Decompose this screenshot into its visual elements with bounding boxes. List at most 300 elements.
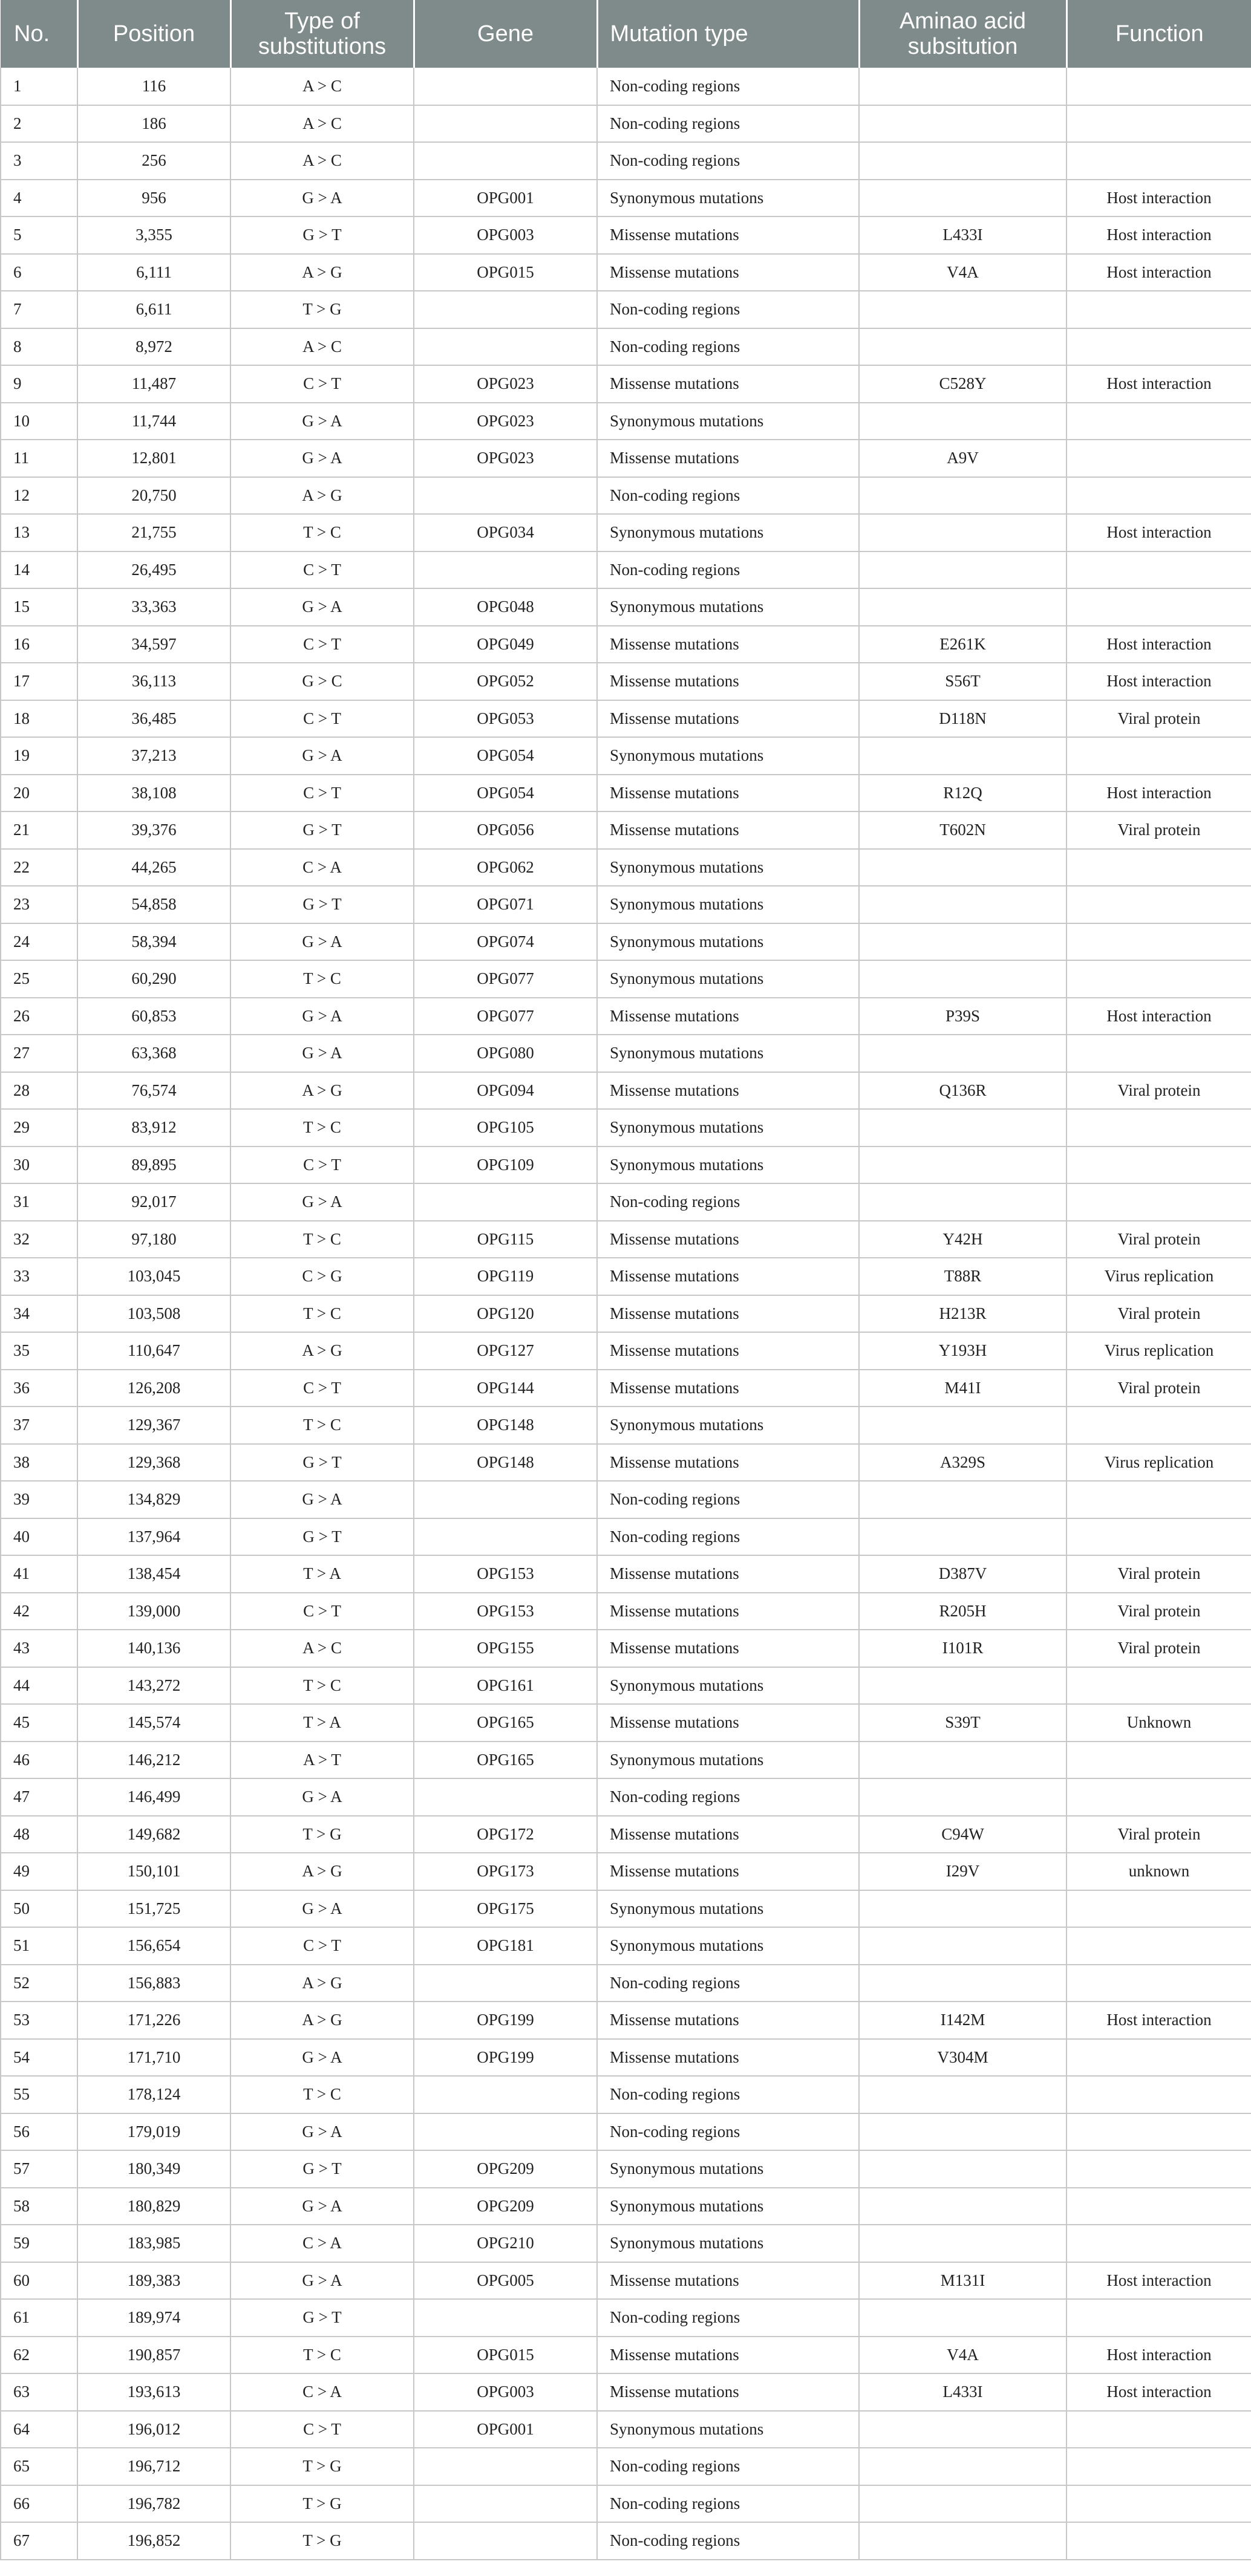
cell-gene	[414, 2485, 597, 2523]
table-row	[1, 1704, 1251, 1742]
cell-amino-acid-substitution: Q136R	[859, 1072, 1066, 1110]
cell-gene: OPG023	[414, 403, 597, 440]
cell-no: 42	[1, 1593, 77, 1630]
cell-amino-acid-substitution: Y42H	[859, 1221, 1066, 1258]
cell-mutation-type: Missense mutations	[597, 2039, 859, 2077]
cell-amino-acid-substitution: V4A	[859, 2337, 1066, 2374]
cell-function: Viral protein	[1066, 1593, 1251, 1630]
cell-position: 44,265	[77, 849, 230, 886]
cell-amino-acid-substitution	[859, 1742, 1066, 1779]
cell-amino-acid-substitution	[859, 403, 1066, 440]
cell-no: 28	[1, 1072, 77, 1110]
cell-no: 58	[1, 2188, 77, 2225]
cell-gene: OPG199	[414, 2039, 597, 2077]
cell-gene	[414, 291, 597, 328]
table-row	[1, 812, 1251, 849]
cell-mutation-type: Synonymous mutations	[597, 1667, 859, 1705]
cell-substitution-type: G > C	[230, 663, 414, 700]
cell-gene: OPG054	[414, 737, 597, 775]
cell-position: 26,495	[77, 551, 230, 589]
cell-position: 186	[77, 105, 230, 143]
cell-gene	[414, 2522, 597, 2560]
cell-amino-acid-substitution	[859, 2299, 1066, 2337]
cell-mutation-type: Non-coding regions	[597, 477, 859, 515]
cell-gene: OPG148	[414, 1407, 597, 1444]
cell-gene: OPG077	[414, 998, 597, 1035]
cell-amino-acid-substitution	[859, 588, 1066, 626]
cell-mutation-type: Synonymous mutations	[597, 1147, 859, 1184]
cell-amino-acid-substitution: A329S	[859, 1444, 1066, 1482]
cell-function: Viral protein	[1066, 1630, 1251, 1667]
cell-function: unknown	[1066, 1853, 1251, 1890]
cell-no: 67	[1, 2522, 77, 2560]
cell-substitution-type: C > T	[230, 551, 414, 589]
cell-amino-acid-substitution: D387V	[859, 1555, 1066, 1593]
cell-function: Host interaction	[1066, 2002, 1251, 2039]
cell-substitution-type: A > C	[230, 1630, 414, 1667]
cell-mutation-type: Non-coding regions	[597, 2113, 859, 2151]
cell-function	[1066, 1890, 1251, 1928]
table-row	[1, 2373, 1251, 2411]
cell-amino-acid-substitution: C528Y	[859, 365, 1066, 403]
cell-function	[1066, 1481, 1251, 1518]
cell-substitution-type: G > A	[230, 1035, 414, 1072]
cell-mutation-type: Synonymous mutations	[597, 1742, 859, 1779]
table-row	[1, 2299, 1251, 2337]
cell-gene	[414, 551, 597, 589]
cell-substitution-type: T > A	[230, 1555, 414, 1593]
cell-gene: OPG153	[414, 1555, 597, 1593]
cell-mutation-type: Missense mutations	[597, 440, 859, 477]
cell-position: 956	[77, 180, 230, 217]
cell-gene: OPG054	[414, 775, 597, 812]
cell-function	[1066, 886, 1251, 923]
table-row	[1, 105, 1251, 143]
cell-position: 189,974	[77, 2299, 230, 2337]
cell-gene: OPG153	[414, 1593, 597, 1630]
cell-no: 4	[1, 180, 77, 217]
cell-substitution-type: G > A	[230, 1183, 414, 1221]
cell-amino-acid-substitution: I101R	[859, 1630, 1066, 1667]
cell-amino-acid-substitution: L433I	[859, 2373, 1066, 2411]
table-row	[1, 180, 1251, 217]
cell-position: 180,349	[77, 2150, 230, 2188]
cell-no: 15	[1, 588, 77, 626]
cell-amino-acid-substitution	[859, 1407, 1066, 1444]
cell-gene: OPG048	[414, 588, 597, 626]
table-row	[1, 923, 1251, 961]
cell-no: 36	[1, 1370, 77, 1407]
cell-substitution-type: T > C	[230, 514, 414, 551]
cell-substitution-type: A > C	[230, 328, 414, 366]
cell-no: 12	[1, 477, 77, 515]
cell-gene	[414, 1481, 597, 1518]
cell-substitution-type: G > T	[230, 1518, 414, 1556]
cell-position: 97,180	[77, 1221, 230, 1258]
cell-no: 16	[1, 626, 77, 663]
table-row	[1, 477, 1251, 515]
cell-gene: OPG074	[414, 923, 597, 961]
cell-gene: OPG172	[414, 1816, 597, 1853]
cell-amino-acid-substitution	[859, 2448, 1066, 2485]
cell-amino-acid-substitution	[859, 68, 1066, 105]
cell-amino-acid-substitution	[859, 1518, 1066, 1556]
cell-position: 34,597	[77, 626, 230, 663]
cell-substitution-type: G > A	[230, 923, 414, 961]
cell-mutation-type: Missense mutations	[597, 216, 859, 254]
cell-mutation-type: Missense mutations	[597, 1072, 859, 1110]
cell-mutation-type: Synonymous mutations	[597, 737, 859, 775]
cell-amino-acid-substitution: A9V	[859, 440, 1066, 477]
cell-function	[1066, 2039, 1251, 2077]
cell-substitution-type: T > G	[230, 2522, 414, 2560]
cell-no: 31	[1, 1183, 77, 1221]
cell-mutation-type: Missense mutations	[597, 1593, 859, 1630]
cell-substitution-type: T > C	[230, 1109, 414, 1147]
table-row	[1, 254, 1251, 291]
cell-gene	[414, 1518, 597, 1556]
cell-function	[1066, 923, 1251, 961]
cell-substitution-type: G > A	[230, 2113, 414, 2151]
table-row	[1, 1109, 1251, 1147]
cell-gene: OPG071	[414, 886, 597, 923]
cell-function: Host interaction	[1066, 2337, 1251, 2374]
header-type-of-substitutions: Type of substitutions	[230, 0, 414, 68]
cell-gene: OPG015	[414, 2337, 597, 2374]
cell-function: Unknown	[1066, 1704, 1251, 1742]
cell-no: 65	[1, 2448, 77, 2485]
cell-no: 26	[1, 998, 77, 1035]
cell-mutation-type: Synonymous mutations	[597, 514, 859, 551]
cell-function	[1066, 1927, 1251, 1965]
cell-gene: OPG015	[414, 254, 597, 291]
cell-no: 40	[1, 1518, 77, 1556]
cell-amino-acid-substitution: S39T	[859, 1704, 1066, 1742]
cell-amino-acid-substitution: Y193H	[859, 1332, 1066, 1370]
cell-position: 196,012	[77, 2411, 230, 2448]
cell-function: Virus replication	[1066, 1444, 1251, 1482]
cell-function	[1066, 1778, 1251, 1816]
table-row	[1, 68, 1251, 105]
cell-function: Viral protein	[1066, 1816, 1251, 1853]
cell-no: 38	[1, 1444, 77, 1482]
cell-position: 54,858	[77, 886, 230, 923]
cell-amino-acid-substitution	[859, 2485, 1066, 2523]
header-mutation-type: Mutation type	[597, 0, 859, 68]
cell-function	[1066, 2448, 1251, 2485]
cell-no: 41	[1, 1555, 77, 1593]
cell-no: 1	[1, 68, 77, 105]
table-row	[1, 1481, 1251, 1518]
cell-amino-acid-substitution	[859, 551, 1066, 589]
table-row	[1, 1518, 1251, 1556]
cell-position: 39,376	[77, 812, 230, 849]
cell-gene: OPG003	[414, 2373, 597, 2411]
cell-substitution-type: C > G	[230, 1258, 414, 1295]
cell-mutation-type: Non-coding regions	[597, 2522, 859, 2560]
cell-position: 60,853	[77, 998, 230, 1035]
cell-function	[1066, 2522, 1251, 2560]
cell-substitution-type: G > T	[230, 886, 414, 923]
cell-position: 156,654	[77, 1927, 230, 1965]
table-row	[1, 2113, 1251, 2151]
cell-function	[1066, 142, 1251, 180]
cell-gene: OPG210	[414, 2225, 597, 2262]
cell-gene: OPG115	[414, 1221, 597, 1258]
cell-mutation-type: Missense mutations	[597, 700, 859, 738]
cell-no: 18	[1, 700, 77, 738]
cell-substitution-type: A > C	[230, 142, 414, 180]
cell-position: 58,394	[77, 923, 230, 961]
cell-position: 196,782	[77, 2485, 230, 2523]
cell-position: 8,972	[77, 328, 230, 366]
cell-substitution-type: A > C	[230, 105, 414, 143]
cell-amino-acid-substitution: E261K	[859, 626, 1066, 663]
header-row	[1, 0, 1251, 68]
table-row	[1, 1258, 1251, 1295]
table-row	[1, 2522, 1251, 2560]
cell-function	[1066, 2188, 1251, 2225]
cell-function	[1066, 68, 1251, 105]
cell-gene: OPG034	[414, 514, 597, 551]
table-row	[1, 1890, 1251, 1928]
cell-function: Host interaction	[1066, 663, 1251, 700]
cell-amino-acid-substitution	[859, 2188, 1066, 2225]
cell-mutation-type: Missense mutations	[597, 2002, 859, 2039]
cell-mutation-type: Synonymous mutations	[597, 960, 859, 998]
cell-no: 64	[1, 2411, 77, 2448]
cell-amino-acid-substitution	[859, 477, 1066, 515]
cell-substitution-type: C > T	[230, 2411, 414, 2448]
cell-position: 3,355	[77, 216, 230, 254]
cell-no: 55	[1, 2076, 77, 2113]
table-row	[1, 142, 1251, 180]
cell-function	[1066, 1109, 1251, 1147]
cell-amino-acid-substitution	[859, 1183, 1066, 1221]
cell-function: Viral protein	[1066, 1221, 1251, 1258]
table-row	[1, 1370, 1251, 1407]
cell-amino-acid-substitution	[859, 1481, 1066, 1518]
cell-mutation-type: Non-coding regions	[597, 328, 859, 366]
cell-gene: OPG001	[414, 180, 597, 217]
cell-gene: OPG165	[414, 1742, 597, 1779]
cell-substitution-type: T > C	[230, 1221, 414, 1258]
cell-amino-acid-substitution	[859, 1035, 1066, 1072]
cell-gene: OPG209	[414, 2150, 597, 2188]
cell-substitution-type: T > C	[230, 1667, 414, 1705]
table-row	[1, 2002, 1251, 2039]
cell-substitution-type: T > G	[230, 2448, 414, 2485]
table-row	[1, 1332, 1251, 1370]
table-row	[1, 2337, 1251, 2374]
cell-mutation-type: Missense mutations	[597, 775, 859, 812]
cell-mutation-type: Synonymous mutations	[597, 2188, 859, 2225]
table-row	[1, 700, 1251, 738]
table-row	[1, 775, 1251, 812]
cell-position: 180,829	[77, 2188, 230, 2225]
cell-gene: OPG173	[414, 1853, 597, 1890]
cell-amino-acid-substitution	[859, 2411, 1066, 2448]
cell-amino-acid-substitution	[859, 1147, 1066, 1184]
cell-no: 39	[1, 1481, 77, 1518]
cell-mutation-type: Missense mutations	[597, 1853, 859, 1890]
cell-function: Host interaction	[1066, 254, 1251, 291]
cell-function: Host interaction	[1066, 775, 1251, 812]
cell-substitution-type: C > T	[230, 700, 414, 738]
cell-gene: OPG109	[414, 1147, 597, 1184]
cell-amino-acid-substitution	[859, 960, 1066, 998]
cell-position: 38,108	[77, 775, 230, 812]
cell-substitution-type: C > T	[230, 1593, 414, 1630]
cell-no: 52	[1, 1965, 77, 2002]
cell-no: 44	[1, 1667, 77, 1705]
cell-gene: OPG094	[414, 1072, 597, 1110]
cell-function: Viral protein	[1066, 812, 1251, 849]
table-row	[1, 365, 1251, 403]
cell-no: 30	[1, 1147, 77, 1184]
cell-function	[1066, 849, 1251, 886]
cell-mutation-type: Non-coding regions	[597, 551, 859, 589]
cell-substitution-type: G > A	[230, 440, 414, 477]
cell-amino-acid-substitution: R12Q	[859, 775, 1066, 812]
cell-no: 46	[1, 1742, 77, 1779]
cell-substitution-type: A > G	[230, 1965, 414, 2002]
cell-gene: OPG023	[414, 440, 597, 477]
cell-mutation-type: Missense mutations	[597, 2373, 859, 2411]
cell-mutation-type: Missense mutations	[597, 1816, 859, 1853]
cell-mutation-type: Synonymous mutations	[597, 2225, 859, 2262]
cell-position: 36,485	[77, 700, 230, 738]
cell-function	[1066, 2485, 1251, 2523]
cell-gene	[414, 142, 597, 180]
cell-gene: OPG199	[414, 2002, 597, 2039]
table-row	[1, 1965, 1251, 2002]
table-row	[1, 1147, 1251, 1184]
cell-function: Host interaction	[1066, 216, 1251, 254]
cell-position: 37,213	[77, 737, 230, 775]
cell-position: 21,755	[77, 514, 230, 551]
cell-no: 50	[1, 1890, 77, 1928]
cell-no: 29	[1, 1109, 77, 1147]
cell-amino-acid-substitution	[859, 2076, 1066, 2113]
header-gene: Gene	[414, 0, 597, 68]
cell-mutation-type: Missense mutations	[597, 1258, 859, 1295]
cell-mutation-type: Synonymous mutations	[597, 2411, 859, 2448]
cell-function	[1066, 737, 1251, 775]
cell-no: 57	[1, 2150, 77, 2188]
cell-substitution-type: G > T	[230, 2299, 414, 2337]
cell-no: 5	[1, 216, 77, 254]
cell-mutation-type: Synonymous mutations	[597, 1035, 859, 1072]
cell-mutation-type: Missense mutations	[597, 663, 859, 700]
cell-no: 34	[1, 1295, 77, 1333]
cell-mutation-type: Missense mutations	[597, 2262, 859, 2300]
table-row	[1, 2076, 1251, 2113]
table-row	[1, 2448, 1251, 2485]
cell-gene	[414, 68, 597, 105]
cell-amino-acid-substitution: P39S	[859, 998, 1066, 1035]
cell-function	[1066, 2150, 1251, 2188]
cell-no: 33	[1, 1258, 77, 1295]
cell-substitution-type: A > G	[230, 1853, 414, 1890]
header-amino-acid-substitution: Aminao acid subsitution	[859, 0, 1066, 68]
cell-amino-acid-substitution	[859, 514, 1066, 551]
cell-no: 22	[1, 849, 77, 886]
table-row	[1, 2225, 1251, 2262]
cell-mutation-type: Missense mutations	[597, 626, 859, 663]
table-row	[1, 663, 1251, 700]
cell-function: Virus replication	[1066, 1258, 1251, 1295]
cell-mutation-type: Synonymous mutations	[597, 1890, 859, 1928]
cell-gene: OPG062	[414, 849, 597, 886]
cell-amino-acid-substitution	[859, 105, 1066, 143]
cell-amino-acid-substitution	[859, 180, 1066, 217]
cell-amino-acid-substitution	[859, 1778, 1066, 1816]
cell-position: 183,985	[77, 2225, 230, 2262]
cell-position: 150,101	[77, 1853, 230, 1890]
cell-amino-acid-substitution	[859, 737, 1066, 775]
cell-no: 66	[1, 2485, 77, 2523]
cell-function	[1066, 2076, 1251, 2113]
cell-function	[1066, 1518, 1251, 1556]
table-row	[1, 2188, 1251, 2225]
cell-amino-acid-substitution	[859, 2522, 1066, 2560]
cell-amino-acid-substitution: L433I	[859, 216, 1066, 254]
cell-position: 189,383	[77, 2262, 230, 2300]
table-row	[1, 2150, 1251, 2188]
cell-position: 146,212	[77, 1742, 230, 1779]
cell-substitution-type: T > G	[230, 291, 414, 328]
cell-position: 171,710	[77, 2039, 230, 2077]
cell-mutation-type: Synonymous mutations	[597, 588, 859, 626]
cell-position: 138,454	[77, 1555, 230, 1593]
cell-mutation-type: Missense mutations	[597, 1444, 859, 1482]
cell-function	[1066, 551, 1251, 589]
cell-substitution-type: G > A	[230, 1890, 414, 1928]
cell-gene: OPG209	[414, 2188, 597, 2225]
cell-position: 190,857	[77, 2337, 230, 2374]
cell-gene: OPG056	[414, 812, 597, 849]
table-row	[1, 1778, 1251, 1816]
cell-gene: OPG001	[414, 2411, 597, 2448]
cell-amino-acid-substitution	[859, 1927, 1066, 1965]
cell-position: 6,611	[77, 291, 230, 328]
cell-no: 45	[1, 1704, 77, 1742]
cell-substitution-type: T > C	[230, 960, 414, 998]
cell-mutation-type: Synonymous mutations	[597, 849, 859, 886]
cell-mutation-type: Non-coding regions	[597, 2076, 859, 2113]
cell-substitution-type: A > G	[230, 1072, 414, 1110]
table-row	[1, 403, 1251, 440]
cell-substitution-type: G > A	[230, 1481, 414, 1518]
cell-gene: OPG120	[414, 1295, 597, 1333]
cell-gene	[414, 1183, 597, 1221]
cell-function	[1066, 1147, 1251, 1184]
table-row	[1, 1035, 1251, 1072]
cell-amino-acid-substitution	[859, 1667, 1066, 1705]
table-row	[1, 588, 1251, 626]
cell-position: 145,574	[77, 1704, 230, 1742]
cell-mutation-type: Synonymous mutations	[597, 1407, 859, 1444]
cell-substitution-type: C > T	[230, 1147, 414, 1184]
cell-gene: OPG052	[414, 663, 597, 700]
cell-function	[1066, 2299, 1251, 2337]
cell-amino-acid-substitution: C94W	[859, 1816, 1066, 1853]
cell-amino-acid-substitution	[859, 1890, 1066, 1928]
cell-function	[1066, 1742, 1251, 1779]
cell-position: 89,895	[77, 1147, 230, 1184]
cell-no: 3	[1, 142, 77, 180]
